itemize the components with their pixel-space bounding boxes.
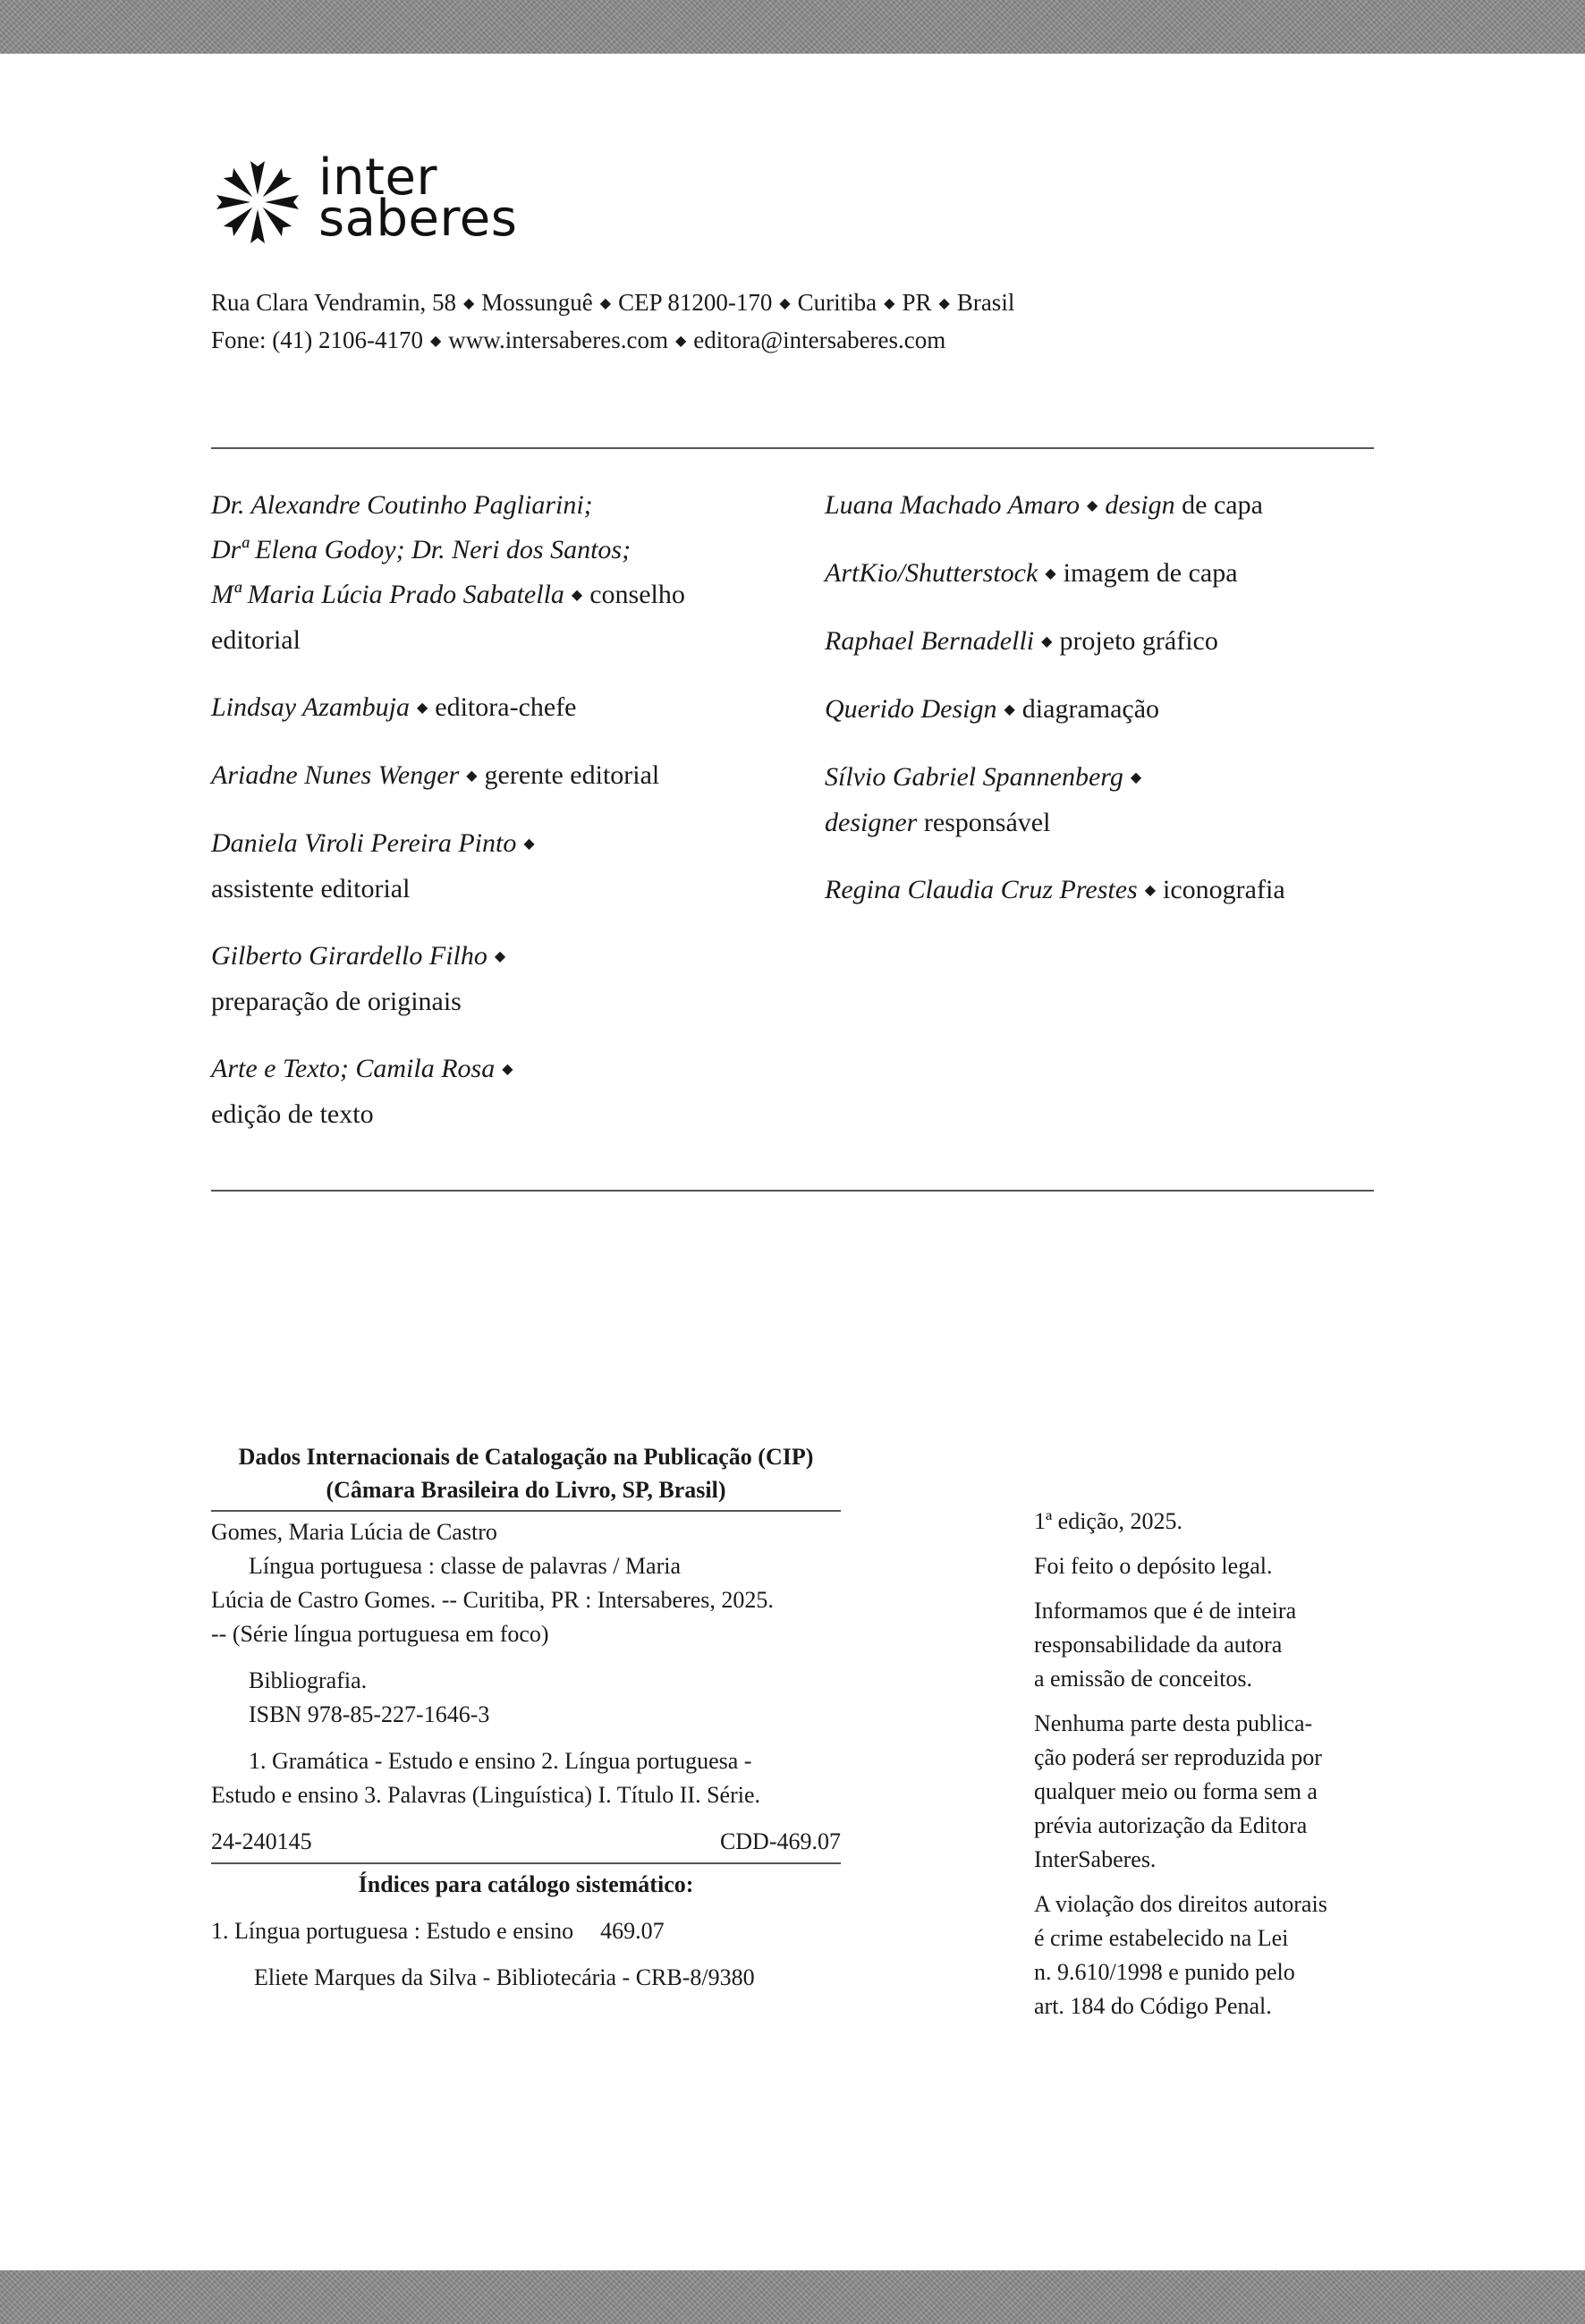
cip-bibliography: Bibliografia. bbox=[249, 1667, 368, 1693]
note-line: n. 9.610/1998 e punido pelo bbox=[1034, 1959, 1295, 1985]
address-city: Curitiba bbox=[797, 289, 877, 316]
cip-subjects-1: 1. Gramática - Estudo e ensino 2. Língua portuguesa - bbox=[249, 1748, 752, 1774]
cip-index-title: Índices para catálogo sistemático: bbox=[358, 1871, 694, 1897]
credit-role: preparação de originais bbox=[211, 987, 462, 1016]
separator-diamond: ◆ bbox=[938, 296, 950, 311]
cip-subjects-2: Estudo e ensino 3. Palavras (Linguística) I. Título II. Série. bbox=[211, 1782, 760, 1808]
credit-name: Sílvio Gabriel Spannenberg bbox=[825, 762, 1123, 792]
credits-left-column bbox=[211, 483, 775, 1159]
separator-diamond: ◆ bbox=[416, 700, 428, 716]
cip-author: Gomes, Maria Lúcia de Castro bbox=[211, 1519, 497, 1545]
credit-editorial-manager bbox=[211, 753, 775, 799]
edition-note: 1ª edição, 2025. bbox=[1034, 1508, 1183, 1534]
cip-title: Dados Internacionais de Catalogação na Publicação (CIP) bbox=[238, 1444, 814, 1470]
separator-diamond: ◆ bbox=[779, 296, 791, 311]
credit-role: iconografia bbox=[1163, 875, 1285, 904]
flower-logo-icon bbox=[208, 157, 308, 247]
cip-catalog-block bbox=[211, 1440, 841, 1995]
credit-editorial-assistant bbox=[211, 821, 775, 912]
credit-editorial-board bbox=[211, 483, 775, 663]
credit-role: diagramação bbox=[1021, 694, 1160, 724]
credit-cover-image bbox=[825, 551, 1379, 597]
note-line: ção poderá ser reproduzida por bbox=[1034, 1744, 1322, 1770]
separator-diamond: ◆ bbox=[1130, 770, 1142, 785]
credit-cover-design bbox=[825, 483, 1379, 529]
cip-description-1: Língua portuguesa : classe de palavras / Maria bbox=[249, 1553, 681, 1579]
note-line: art. 184 do Código Penal. bbox=[1034, 1993, 1272, 2019]
cip-description-2: Lúcia de Castro Gomes. -- Curitiba, PR : Intersaberes, 2025. bbox=[211, 1587, 774, 1613]
credit-original-preparation bbox=[211, 934, 775, 1024]
address-line-1 bbox=[211, 284, 1014, 322]
credit-role: projeto gráfico bbox=[1059, 626, 1218, 656]
credit-name: Gilberto Girardello Filho bbox=[211, 941, 487, 971]
credit-name: Lindsay Azambuja bbox=[211, 692, 410, 722]
credit-role: edição de texto bbox=[211, 1099, 374, 1129]
credit-name: Ariadne Nunes Wenger bbox=[211, 760, 460, 790]
note-line: A violação dos direitos autorais bbox=[1034, 1891, 1327, 1917]
credit-name: Mª Maria Lúcia Prado Sabatella bbox=[211, 580, 564, 609]
cip-number: 24-240145 bbox=[211, 1828, 312, 1854]
credit-name: Regina Claudia Cruz Prestes bbox=[825, 875, 1138, 904]
address-phone: Fone: (41) 2106-4170 bbox=[211, 327, 423, 353]
cip-isbn: ISBN 978-85-227-1646-3 bbox=[249, 1701, 490, 1727]
credit-name: Querido Design bbox=[825, 694, 997, 724]
note-line: qualquer meio ou forma sem a bbox=[1034, 1778, 1318, 1804]
top-border-band bbox=[0, 0, 1585, 54]
separator-diamond: ◆ bbox=[429, 334, 442, 349]
cip-rule bbox=[211, 1510, 841, 1512]
separator-diamond: ◆ bbox=[1045, 566, 1056, 581]
credit-editor-in-chief bbox=[211, 685, 775, 731]
cip-cdd: CDD-469.07 bbox=[719, 1828, 841, 1854]
note-line: responsabilidade da autora bbox=[1034, 1632, 1283, 1658]
credits-right-column bbox=[825, 483, 1379, 936]
separator-diamond: ◆ bbox=[571, 588, 583, 603]
cip-rule bbox=[211, 1862, 841, 1864]
note-line: Nenhuma parte desta publica- bbox=[1034, 1710, 1313, 1736]
credit-name: Drª Elena Godoy; Dr. Neri dos Santos; bbox=[211, 535, 631, 564]
publisher-address bbox=[211, 284, 1014, 360]
note-line: é crime estabelecido na Lei bbox=[1034, 1925, 1289, 1951]
credit-role-italic: design bbox=[1105, 490, 1175, 520]
separator-diamond: ◆ bbox=[466, 768, 478, 784]
credit-iconography bbox=[825, 868, 1379, 913]
cip-index-row bbox=[211, 1914, 841, 1948]
address-line-2 bbox=[211, 322, 1014, 360]
address-state: PR bbox=[902, 289, 932, 316]
separator-diamond: ◆ bbox=[1004, 702, 1015, 717]
separator-diamond: ◆ bbox=[599, 296, 612, 311]
address-website: www.intersaberes.com bbox=[448, 327, 668, 353]
separator-diamond: ◆ bbox=[523, 836, 535, 852]
credit-layout bbox=[825, 687, 1379, 733]
copyright-violation-note bbox=[1034, 1887, 1383, 2023]
separator-diamond: ◆ bbox=[674, 334, 687, 349]
separator-diamond: ◆ bbox=[494, 949, 506, 964]
credit-role: conselho editorial bbox=[211, 580, 685, 655]
credit-role: assistente editorial bbox=[211, 874, 411, 903]
credit-role: gerente editorial bbox=[484, 760, 660, 790]
cip-description-3: -- (Série língua portuguesa em foco) bbox=[211, 1621, 549, 1647]
publisher-logo bbox=[208, 148, 547, 259]
credit-name: Daniela Viroli Pereira Pinto bbox=[211, 828, 517, 858]
divider-bottom bbox=[211, 1190, 1374, 1192]
cip-subtitle: (Câmara Brasileira do Livro, SP, Brasil) bbox=[326, 1477, 726, 1503]
note-line: a emissão de conceitos. bbox=[1034, 1666, 1253, 1692]
address-cep: CEP 81200-170 bbox=[618, 289, 773, 316]
cip-index-entry: 1. Língua portuguesa : Estudo e ensino bbox=[211, 1918, 574, 1944]
address-district: Mossunguê bbox=[481, 289, 593, 316]
legal-notes bbox=[1034, 1505, 1383, 2034]
separator-diamond: ◆ bbox=[502, 1062, 513, 1077]
cip-number-row bbox=[211, 1825, 841, 1859]
credit-name: Raphael Bernadelli bbox=[825, 626, 1035, 656]
credit-name: Arte e Texto; Camila Rosa bbox=[211, 1054, 496, 1083]
address-street: Rua Clara Vendramin, 58 bbox=[211, 289, 456, 316]
separator-diamond: ◆ bbox=[884, 296, 895, 311]
separator-diamond: ◆ bbox=[1144, 883, 1157, 898]
address-email: editora@intersaberes.com bbox=[693, 327, 946, 353]
credit-text-editing bbox=[211, 1047, 775, 1137]
logo-word-inter: inter bbox=[318, 148, 437, 207]
divider-top bbox=[211, 447, 1374, 449]
note-line: prévia autorização da Editora bbox=[1034, 1812, 1308, 1838]
credit-role: de capa bbox=[1182, 490, 1263, 520]
credit-role: responsável bbox=[923, 808, 1051, 837]
address-country: Brasil bbox=[956, 289, 1015, 316]
credit-name: Luana Machado Amaro bbox=[825, 490, 1080, 520]
note-line: InterSaberes. bbox=[1034, 1846, 1157, 1872]
bottom-border-band bbox=[0, 2270, 1585, 2324]
separator-diamond: ◆ bbox=[1087, 498, 1098, 513]
cip-index-code: 469.07 bbox=[600, 1918, 665, 1944]
separator-diamond: ◆ bbox=[462, 296, 475, 311]
credit-role: editora-chefe bbox=[435, 692, 577, 722]
credit-role: imagem de capa bbox=[1063, 558, 1238, 588]
credit-name: ArtKio/Shutterstock bbox=[825, 558, 1038, 588]
credit-role-italic: designer bbox=[825, 808, 918, 837]
rights-note bbox=[1034, 1707, 1383, 1877]
separator-diamond: ◆ bbox=[1041, 634, 1053, 649]
cip-librarian: Eliete Marques da Silva - Bibliotecária - CRB-8/9380 bbox=[254, 1964, 755, 1990]
credit-name: Dr. Alexandre Coutinho Pagliarini; bbox=[211, 490, 593, 520]
legal-deposit-note: Foi feito o depósito legal. bbox=[1034, 1553, 1273, 1579]
note-line: Informamos que é de inteira bbox=[1034, 1598, 1297, 1624]
credit-graphic-project bbox=[825, 619, 1379, 665]
responsibility-note bbox=[1034, 1594, 1383, 1696]
credit-responsible-designer bbox=[825, 755, 1379, 845]
logo-word-saberes: saberes bbox=[318, 190, 518, 248]
